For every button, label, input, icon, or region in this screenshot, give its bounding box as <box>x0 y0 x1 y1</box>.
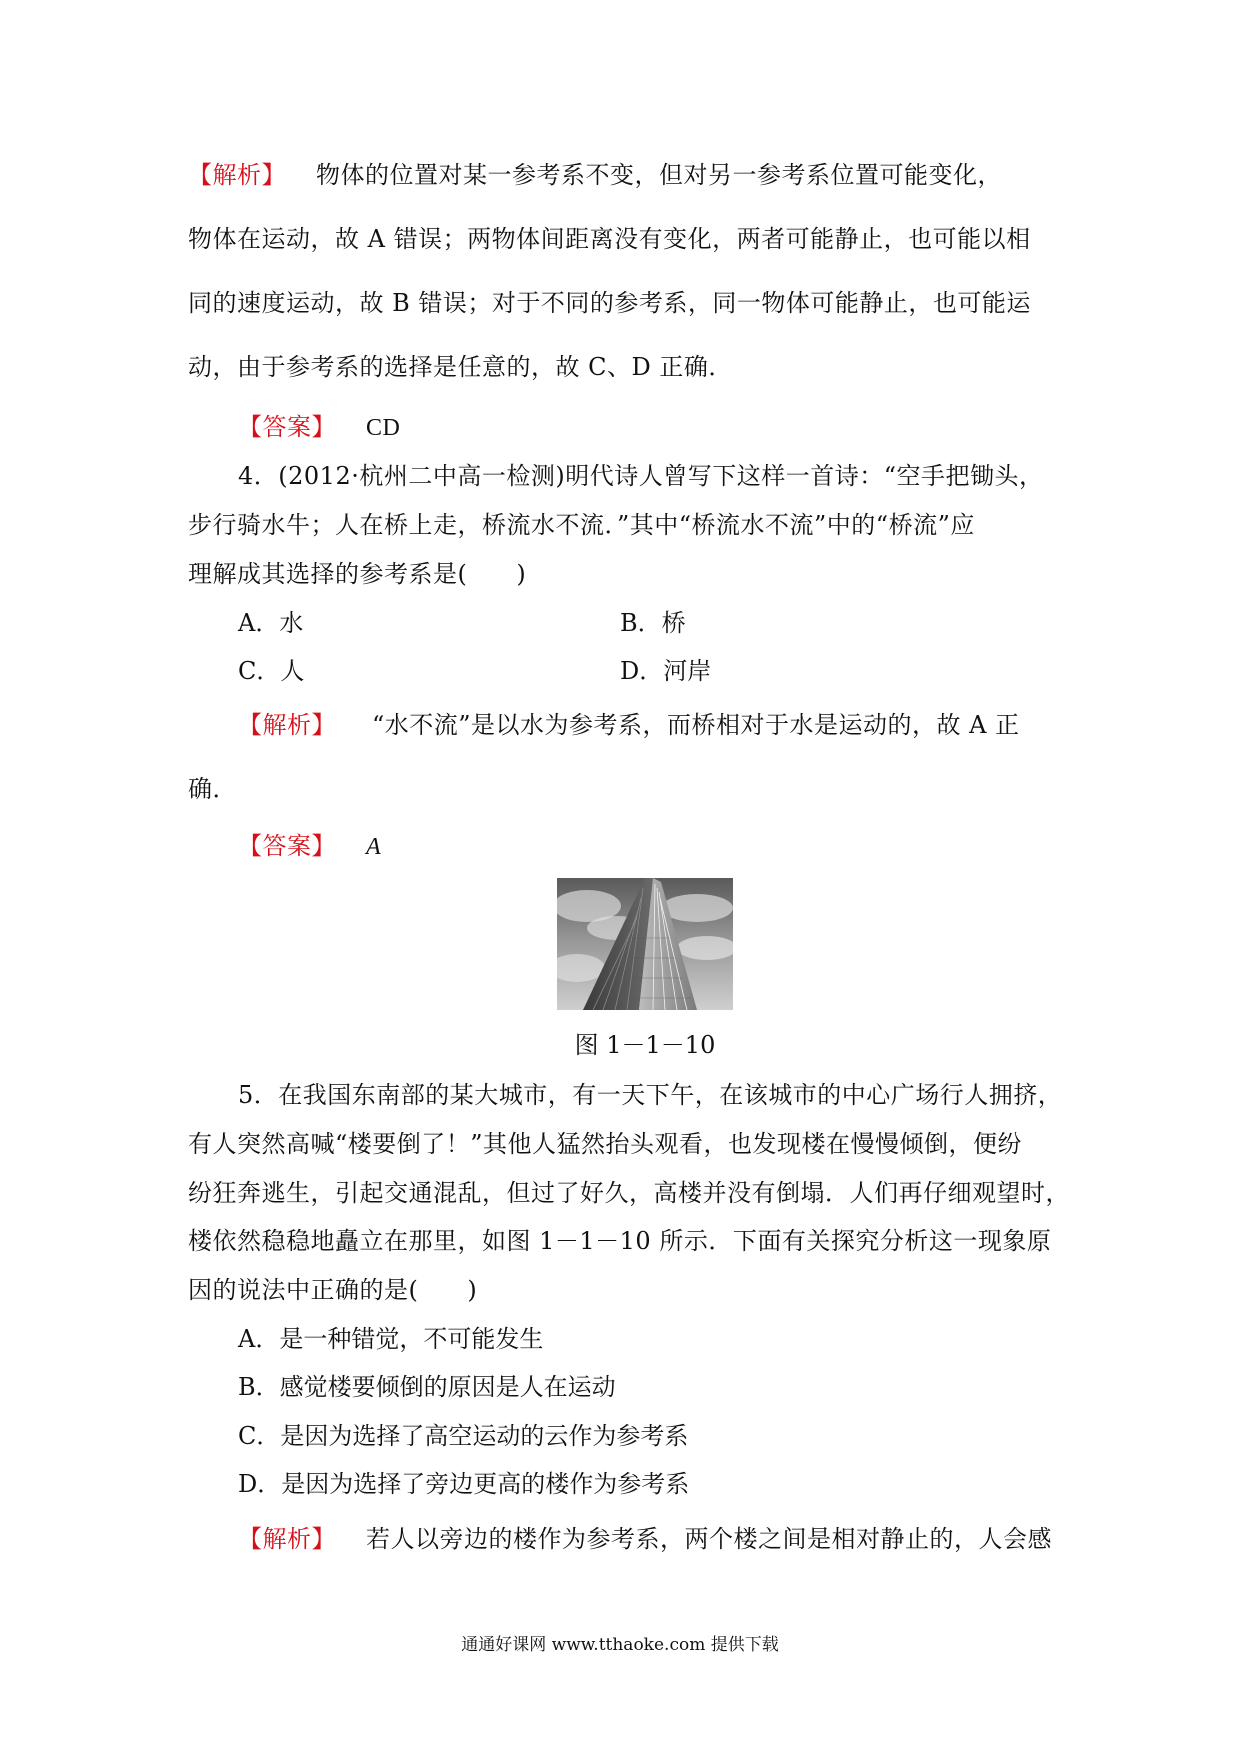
answer-line-1 <box>238 410 1108 445</box>
q4-jiexi-line-1 <box>238 708 1108 742</box>
q5-option-d: D．是因为选择了旁边更高的楼作为参考系 <box>238 1470 690 1498</box>
q5-jiexi-line-1 <box>238 1522 1108 1556</box>
skyscraper-photo <box>557 878 733 1010</box>
q4-option-a: A．水 <box>238 609 304 637</box>
answer-tag: 【答案】 <box>238 413 336 441</box>
question-4-line-1: 4．(2012·杭州二中高一检测)明代诗人曾写下这样一首诗：“空手把锄头， <box>238 462 1044 490</box>
q5-option-c: C．是因为选择了高空运动的云作为参考系 <box>238 1422 689 1450</box>
jiexi-tag: 【解析】 <box>238 711 336 739</box>
q4-jiexi-line-2: 确． <box>188 775 237 803</box>
question-4-line-2: 步行骑水牛；人在桥上走，桥流水不流．”其中“桥流水不流”中的“桥流”应 <box>188 511 975 539</box>
q4-option-c: C．人 <box>238 657 305 685</box>
jiexi-paragraph-1-line-4: 动，由于参考系的选择是任意的，故 C、D 正确． <box>188 353 733 381</box>
jiexi-text: 物体的位置对某一参考系不变，但对另一参考系位置可能变化， <box>316 161 1002 189</box>
jiexi-text: “水不流”是以水为参考系，而桥相对于水是运动的，故 A 正 <box>372 711 1020 739</box>
question-5-line-1: 5．在我国东南部的某大城市，有一天下午，在该城市的中心广场行人拥挤， <box>238 1081 1063 1109</box>
question-5-line-2: 有人突然高喊“楼要倒了！”其他人猛然抬头观看，也发现楼在慢慢倾倒，便纷 <box>188 1130 1023 1158</box>
answer-value: CD <box>366 415 401 441</box>
jiexi-paragraph-1-line-2: 物体在运动，故 A 错误；两物体间距离没有变化，两者可能静止，也可能以相 <box>188 225 1031 253</box>
question-4-line-3: 理解成其选择的参考系是( ) <box>188 560 527 588</box>
q5-option-b: B．感觉楼要倾倒的原因是人在运动 <box>238 1373 616 1401</box>
question-5-line-4: 楼依然稳稳地矗立在那里，如图 1－1－10 所示．下面有关探究分析这一现象原 <box>188 1227 1052 1255</box>
jiexi-tag: 【解析】 <box>238 1525 336 1553</box>
footer-source: 通通好课网 www.tthaoke.com 提供下载 <box>461 1635 779 1655</box>
answer-value: A <box>366 834 382 860</box>
q4-option-d: D．河岸 <box>620 657 712 685</box>
q5-option-a: A．是一种错觉，不可能发生 <box>238 1325 544 1353</box>
jiexi-paragraph-1-line-1 <box>188 158 1058 192</box>
jiexi-text: 若人以旁边的楼作为参考系，两个楼之间是相对静止的，人会感 <box>366 1525 1052 1553</box>
answer-tag: 【答案】 <box>238 832 336 860</box>
question-5-line-5: 因的说法中正确的是( ) <box>188 1276 478 1304</box>
q4-option-b: B．桥 <box>620 609 686 637</box>
jiexi-tag: 【解析】 <box>188 161 286 189</box>
q4-answer-line <box>238 829 1108 864</box>
question-5-line-3: 纷狂奔逃生，引起交通混乱，但过了好久，高楼并没有倒塌．人们再仔细观望时， <box>188 1179 1070 1207</box>
jiexi-paragraph-1-line-3: 同的速度运动，故 B 错误；对于不同的参考系，同一物体可能静止，也可能运 <box>188 289 1031 317</box>
figure-caption: 图 1－1－10 <box>574 1031 716 1059</box>
